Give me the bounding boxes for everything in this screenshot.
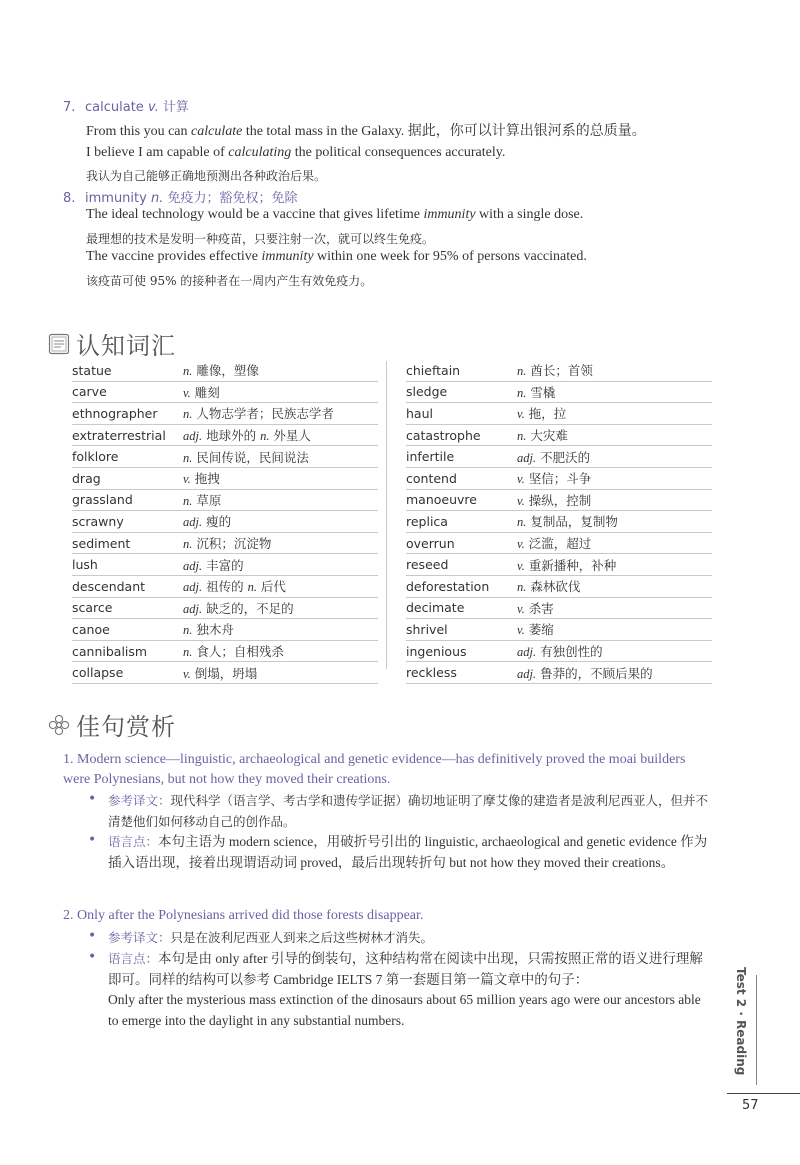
definition-text: 祖传的 bbox=[202, 579, 248, 595]
vocab-row bbox=[406, 360, 712, 382]
vocab-column-divider bbox=[386, 361, 387, 669]
definition-text: 人物志学者；民族志学者 bbox=[192, 406, 334, 422]
vocab-definition bbox=[517, 491, 591, 509]
page-number: 57 bbox=[742, 1098, 759, 1113]
entry-8-example-2-translation: 该疫苗可使 95% 的接种者在一周内产生有效免疫力。 bbox=[86, 274, 373, 288]
vocab-row bbox=[406, 554, 712, 576]
definition-text: 操纵，控制 bbox=[524, 492, 592, 508]
entry-8-example-1: The ideal technology would be a vaccine that gives lifetime immunity with a single dose. bbox=[86, 207, 584, 222]
entry-8-heading: 8. immunity n. 免疫力；豁免权；免除 bbox=[63, 191, 298, 206]
part-of-speech: n. bbox=[183, 450, 193, 465]
vocab-row bbox=[406, 576, 712, 598]
definition-text: 雕刻 bbox=[190, 384, 220, 400]
entry-8-example-1-translation: 最理想的技术是发明一种疫苗，只要注射一次，就可以终生免疫。 bbox=[86, 232, 435, 246]
vocab-row bbox=[72, 360, 378, 382]
vocab-definition bbox=[517, 426, 568, 444]
vocab-word: ethnographer bbox=[72, 405, 158, 421]
definition-text: 复制品，复制物 bbox=[526, 514, 618, 530]
vocab-word: canoe bbox=[72, 621, 110, 637]
definition-text: 沉积；沉淀物 bbox=[192, 536, 272, 552]
part-of-speech: adj. bbox=[517, 450, 537, 465]
vocab-word: chieftain bbox=[406, 362, 461, 378]
definition-text: 森林砍伐 bbox=[526, 579, 581, 595]
vocab-definition bbox=[183, 426, 311, 444]
entry-7-example-2-translation: 我认为自己能够正确地预测出各种政治后果。 bbox=[86, 169, 327, 183]
vocab-word: haul bbox=[406, 405, 433, 421]
vocab-word: reckless bbox=[406, 665, 457, 681]
definition-text: 外星人 bbox=[269, 428, 311, 444]
definition-text: 雪橇 bbox=[526, 384, 556, 400]
vocab-definition bbox=[183, 404, 334, 422]
definition-text: 拖拽 bbox=[190, 471, 220, 487]
definition-text: 泛滥，超过 bbox=[524, 536, 592, 552]
vocab-definition bbox=[183, 642, 284, 660]
vocab-word: statue bbox=[72, 362, 112, 378]
vocab-definition bbox=[517, 512, 618, 530]
book-icon bbox=[48, 333, 70, 355]
flower-icon bbox=[48, 714, 70, 736]
vocab-definition bbox=[183, 512, 231, 530]
vocab-word: lush bbox=[72, 557, 98, 573]
definition-text: 坚信；斗争 bbox=[524, 471, 592, 487]
bullet-dot: • bbox=[88, 832, 97, 848]
vocab-word: overrun bbox=[406, 535, 455, 551]
vocab-word: folklore bbox=[72, 449, 119, 465]
vocab-word: deforestation bbox=[406, 578, 490, 594]
part-of-speech: n. bbox=[260, 429, 270, 444]
vocab-word: catastrophe bbox=[406, 427, 481, 443]
vocab-word: descendant bbox=[72, 578, 146, 594]
vocab-definition bbox=[517, 620, 554, 638]
vocab-definition bbox=[183, 534, 271, 552]
vocab-table-left bbox=[72, 360, 378, 684]
vocab-definition bbox=[517, 556, 616, 574]
vocab-definition bbox=[183, 361, 259, 379]
part-of-speech: n. bbox=[517, 385, 527, 400]
vocab-definition bbox=[183, 599, 294, 617]
definition-text: 瘦的 bbox=[202, 514, 232, 530]
vocab-row bbox=[72, 641, 378, 663]
part-of-speech: n. bbox=[517, 429, 527, 444]
vocab-row bbox=[72, 619, 378, 641]
vocab-word: extraterrestrial bbox=[72, 427, 166, 443]
definition-text: 后代 bbox=[256, 579, 286, 595]
vocab-definition bbox=[517, 534, 591, 552]
page-number-rule bbox=[727, 1093, 800, 1094]
part-of-speech: n. bbox=[183, 493, 193, 508]
sentence-1-language-point: 语言点：本句主语为 modern science，用破折号引出的 linguistic, archaeological and genetic evidence 作为插入语出现，接着出现谓语动词 proved，最后出现转折句 but not how they moved their creations。 bbox=[108, 834, 708, 870]
part-of-speech: v. bbox=[517, 601, 525, 616]
vocab-row bbox=[406, 641, 712, 663]
vocab-word: shrivel bbox=[406, 621, 448, 637]
vocab-definition bbox=[183, 556, 244, 574]
vocab-row bbox=[406, 403, 712, 425]
vocab-row bbox=[406, 382, 712, 404]
vocab-row bbox=[406, 619, 712, 641]
vocab-definition bbox=[517, 577, 580, 595]
vocab-row bbox=[72, 598, 378, 620]
vocab-definition bbox=[183, 383, 220, 401]
side-tab-label: Test 2 · Reading bbox=[734, 967, 748, 1076]
vocab-word: contend bbox=[406, 470, 457, 486]
vocab-word: infertile bbox=[406, 449, 455, 465]
sentence-1-text: 1. Modern science—linguistic, archaeological and genetic evidence—has definitively proved the moai builders were Polynesians, but not how they moved their creations. bbox=[63, 752, 686, 787]
definition-text: 有独创性的 bbox=[536, 644, 603, 660]
sentence-section-title: 佳句赏析 bbox=[76, 713, 176, 741]
definition-text: 倒塌，坍塌 bbox=[190, 665, 258, 681]
definition-text: 丰富的 bbox=[202, 557, 244, 573]
vocab-row bbox=[72, 382, 378, 404]
vocab-word: manoeuvre bbox=[406, 492, 477, 508]
part-of-speech: adj. bbox=[183, 515, 203, 530]
part-of-speech: v. bbox=[517, 537, 525, 552]
vocab-definition bbox=[517, 599, 554, 617]
definition-text: 重新播种，补种 bbox=[524, 557, 617, 573]
part-of-speech: n. bbox=[517, 580, 527, 595]
part-of-speech: v. bbox=[517, 407, 525, 422]
part-of-speech: n. bbox=[183, 537, 193, 552]
definition-text: 大灾难 bbox=[526, 428, 568, 444]
vocab-row bbox=[406, 446, 712, 468]
vocab-definition bbox=[183, 491, 221, 509]
vocab-section-header bbox=[48, 326, 176, 361]
definition-text: 地球外的 bbox=[202, 428, 261, 444]
vocab-row bbox=[406, 468, 712, 490]
part-of-speech: adj. bbox=[517, 666, 537, 681]
vocab-word: scarce bbox=[72, 600, 113, 616]
definition-text: 缺乏的，不足的 bbox=[202, 600, 294, 616]
part-of-speech: v. bbox=[517, 493, 525, 508]
bullet-dot: • bbox=[88, 928, 97, 944]
vocab-definition bbox=[183, 577, 286, 595]
part-of-speech: n. bbox=[183, 364, 193, 379]
vocab-word: drag bbox=[72, 470, 101, 486]
side-tab bbox=[726, 967, 754, 1085]
vocab-row bbox=[72, 554, 378, 576]
part-of-speech: n. bbox=[183, 623, 193, 638]
vocab-row bbox=[72, 403, 378, 425]
part-of-speech: v. bbox=[517, 558, 525, 573]
vocab-row bbox=[72, 446, 378, 468]
bullet-dot: • bbox=[88, 949, 97, 965]
vocab-word: sediment bbox=[72, 535, 131, 551]
part-of-speech: adj. bbox=[183, 558, 203, 573]
vocab-word: collapse bbox=[72, 665, 124, 681]
vocab-definition bbox=[517, 448, 590, 466]
vocab-definition bbox=[517, 469, 591, 487]
part-of-speech: n. bbox=[183, 407, 193, 422]
definition-text: 杀害 bbox=[524, 600, 554, 616]
vocab-word: carve bbox=[72, 384, 107, 400]
part-of-speech: v. bbox=[183, 472, 191, 487]
part-of-speech: v. bbox=[183, 666, 191, 681]
part-of-speech: n. bbox=[183, 645, 193, 660]
part-of-speech: v. bbox=[183, 385, 191, 400]
vocab-section-title: 认知词汇 bbox=[76, 332, 176, 360]
sentence-1-translation: 参考译文：现代科学（语言学、考古学和遗传学证据）确切地证明了摩艾像的建造者是波利尼西亚人，但并不清楚他们如何移动自己的创作品。 bbox=[108, 793, 709, 829]
vocab-definition bbox=[183, 469, 220, 487]
vocab-definition bbox=[183, 448, 309, 466]
definition-text: 萎缩 bbox=[524, 622, 554, 638]
vocab-word: reseed bbox=[406, 557, 449, 573]
vocab-definition bbox=[517, 383, 555, 401]
entry-7-heading: 7. calculate v. 计算 bbox=[63, 100, 189, 115]
part-of-speech: v. bbox=[517, 623, 525, 638]
vocab-definition bbox=[517, 404, 566, 422]
vocab-row bbox=[72, 576, 378, 598]
vocab-definition bbox=[183, 664, 257, 682]
part-of-speech: adj. bbox=[183, 580, 203, 595]
vocab-row bbox=[406, 511, 712, 533]
definition-text: 草原 bbox=[192, 492, 222, 508]
sentence-2-example-sentence: Only after the mysterious mass extinction of the dinosaurs about 65 million years ago were our ancestors able to emerge into the daylight in any substantial numbers. bbox=[108, 992, 701, 1028]
vocab-definition bbox=[517, 664, 653, 682]
definition-text: 鲁莽的，不顾后果的 bbox=[536, 665, 653, 681]
vocab-definition bbox=[517, 361, 593, 379]
sentence-2-language-point: 语言点：本句是由 only after 引导的倒装句，这种结构常在阅读中出现，只需按照正常的语义进行理解即可。同样的结构可以参考 Cambridge IELTS 7 第一套题目第一篇文章中的句子： bbox=[108, 951, 703, 987]
vocab-row bbox=[72, 425, 378, 447]
side-tab-rule bbox=[756, 975, 757, 1085]
vocab-word: replica bbox=[406, 513, 448, 529]
definition-text: 民间传说，民间说法 bbox=[192, 449, 309, 465]
vocab-row bbox=[72, 511, 378, 533]
vocab-row bbox=[72, 490, 378, 512]
part-of-speech: n. bbox=[247, 580, 257, 595]
vocab-word: cannibalism bbox=[72, 643, 148, 659]
definition-text: 食人；自相残杀 bbox=[192, 644, 284, 660]
sentence-section-header bbox=[48, 707, 176, 742]
part-of-speech: v. bbox=[517, 472, 525, 487]
definition-text: 不肥沃的 bbox=[536, 449, 591, 465]
definition-text: 独木舟 bbox=[192, 622, 234, 638]
part-of-speech: n. bbox=[517, 364, 527, 379]
vocab-row bbox=[406, 533, 712, 555]
part-of-speech: adj. bbox=[517, 645, 537, 660]
vocab-table-right bbox=[406, 360, 712, 684]
entry-7-example-2: I believe I am capable of calculating the political consequences accurately. bbox=[86, 145, 506, 160]
vocab-definition bbox=[517, 642, 603, 660]
vocab-row bbox=[406, 662, 712, 684]
bullet-dot: • bbox=[88, 791, 97, 807]
vocab-word: scrawny bbox=[72, 513, 124, 529]
definition-text: 拖，拉 bbox=[524, 406, 567, 422]
part-of-speech: adj. bbox=[183, 601, 203, 616]
vocab-row bbox=[72, 662, 378, 684]
vocab-word: ingenious bbox=[406, 643, 467, 659]
vocab-word: sledge bbox=[406, 384, 448, 400]
sentence-2-translation: 参考译文：只是在波利尼西亚人到来之后这些树林才消失。 bbox=[108, 930, 434, 945]
vocab-definition bbox=[183, 620, 234, 638]
vocab-row bbox=[72, 468, 378, 490]
vocab-word: decimate bbox=[406, 600, 465, 616]
sentence-2-text: 2. Only after the Polynesians arrived did those forests disappear. bbox=[63, 908, 424, 923]
definition-text: 雕像，塑像 bbox=[192, 363, 259, 379]
vocab-row bbox=[406, 490, 712, 512]
vocab-row bbox=[406, 598, 712, 620]
entry-7-example-1: From this you can calculate the total mass in the Galaxy. 据此，你可以计算出银河系的总质量。 bbox=[86, 124, 646, 139]
part-of-speech: n. bbox=[517, 515, 527, 530]
part-of-speech: adj. bbox=[183, 429, 203, 444]
entry-8-example-2: The vaccine provides effective immunity within one week for 95% of persons vaccinated. bbox=[86, 249, 587, 264]
vocab-row bbox=[406, 425, 712, 447]
vocab-word: grassland bbox=[72, 492, 133, 508]
vocab-row bbox=[72, 533, 378, 555]
definition-text: 酋长；首领 bbox=[526, 363, 593, 379]
